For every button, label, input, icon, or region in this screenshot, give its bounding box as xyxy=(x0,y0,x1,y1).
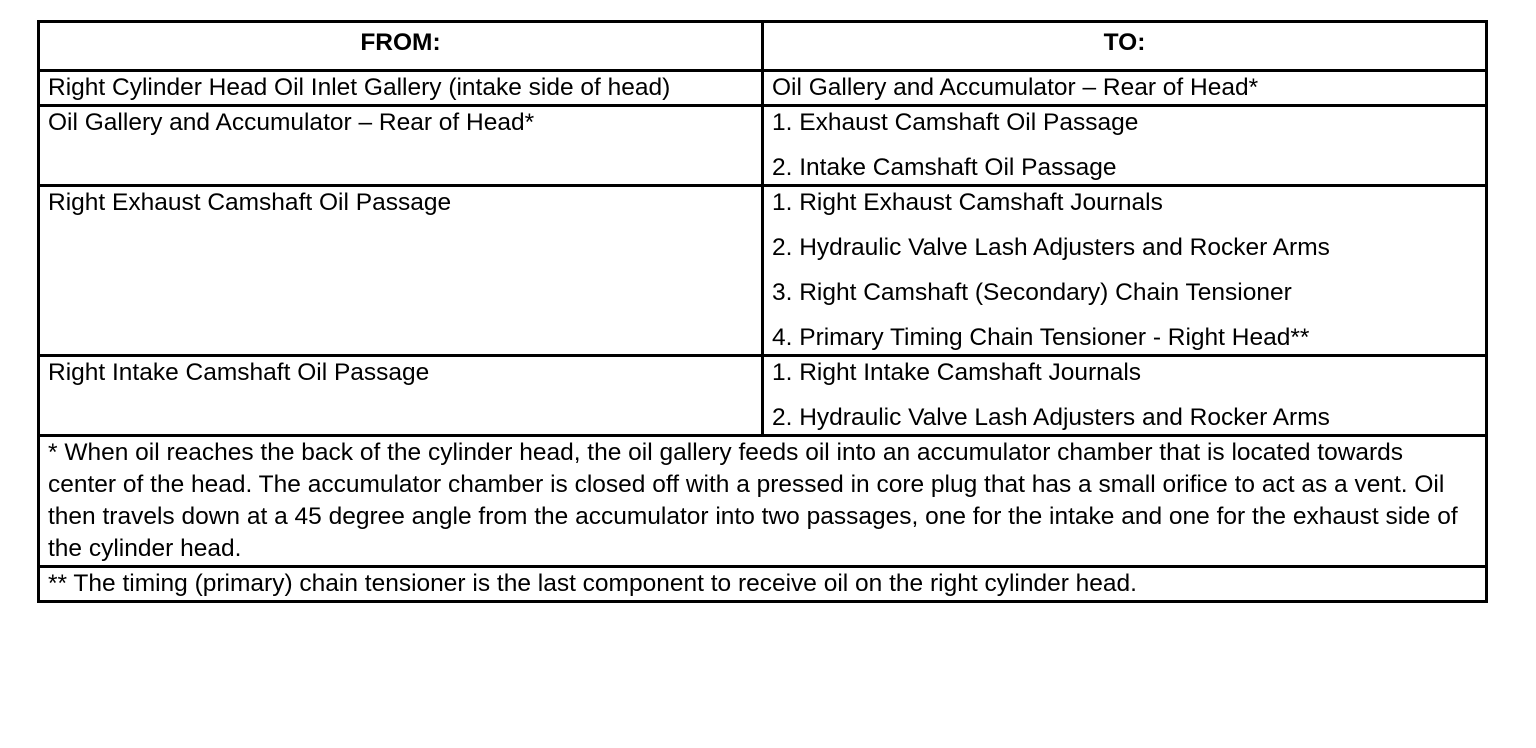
list-item: 2. Hydraulic Valve Lash Adjusters and Rocker Arms xyxy=(772,234,1330,261)
destination-list xyxy=(772,187,1477,354)
list-item: 2. Hydraulic Valve Lash Adjusters and Rocker Arms xyxy=(772,404,1330,431)
destination-list xyxy=(772,357,1477,434)
destination-list xyxy=(772,107,1477,184)
list-item: 1. Exhaust Camshaft Oil Passage xyxy=(772,109,1139,136)
destination-list xyxy=(772,72,1477,104)
from-cell: Right Intake Camshaft Oil Passage xyxy=(39,356,763,436)
footnote-row xyxy=(39,436,1487,567)
from-cell: Right Cylinder Head Oil Inlet Gallery (intake side of head) xyxy=(39,71,763,106)
table-row xyxy=(39,106,1487,186)
table-row xyxy=(39,186,1487,356)
to-cell xyxy=(763,71,1487,106)
header-row xyxy=(39,22,1487,71)
list-item: 1. Right Intake Camshaft Journals xyxy=(772,359,1142,386)
from-column-header: FROM: xyxy=(39,22,763,71)
from-cell: Oil Gallery and Accumulator – Rear of Head* xyxy=(39,106,763,186)
list-item: 2. Intake Camshaft Oil Passage xyxy=(772,154,1117,181)
list-item: Oil Gallery and Accumulator – Rear of Head* xyxy=(772,74,1259,101)
oil-flow-table xyxy=(37,20,1488,603)
table-row xyxy=(39,356,1487,436)
table-row xyxy=(39,71,1487,106)
list-item: 4. Primary Timing Chain Tensioner - Right Head** xyxy=(772,324,1310,351)
to-cell xyxy=(763,356,1487,436)
tensioner-footnote: ** The timing (primary) chain tensioner is the last component to receive oil on the right cylinder head. xyxy=(39,567,1487,602)
from-cell: Right Exhaust Camshaft Oil Passage xyxy=(39,186,763,356)
footnote-row xyxy=(39,567,1487,602)
list-item: 1. Right Exhaust Camshaft Journals xyxy=(772,189,1163,216)
to-cell xyxy=(763,106,1487,186)
to-column-header: TO: xyxy=(763,22,1487,71)
to-cell xyxy=(763,186,1487,356)
accumulator-footnote: * When oil reaches the back of the cylinder head, the oil gallery feeds oil into an accumulator chamber that is located towards center of the head. The accumulator chamber is closed off with a pressed in core plug that has a small orifice to act as a vent. Oil then travels down at a 45 degree angle from the accumulator into two passages, one for the intake and one for the exhaust side of the cylinder head. xyxy=(39,436,1487,567)
list-item: 3. Right Camshaft (Secondary) Chain Tensioner xyxy=(772,279,1292,306)
